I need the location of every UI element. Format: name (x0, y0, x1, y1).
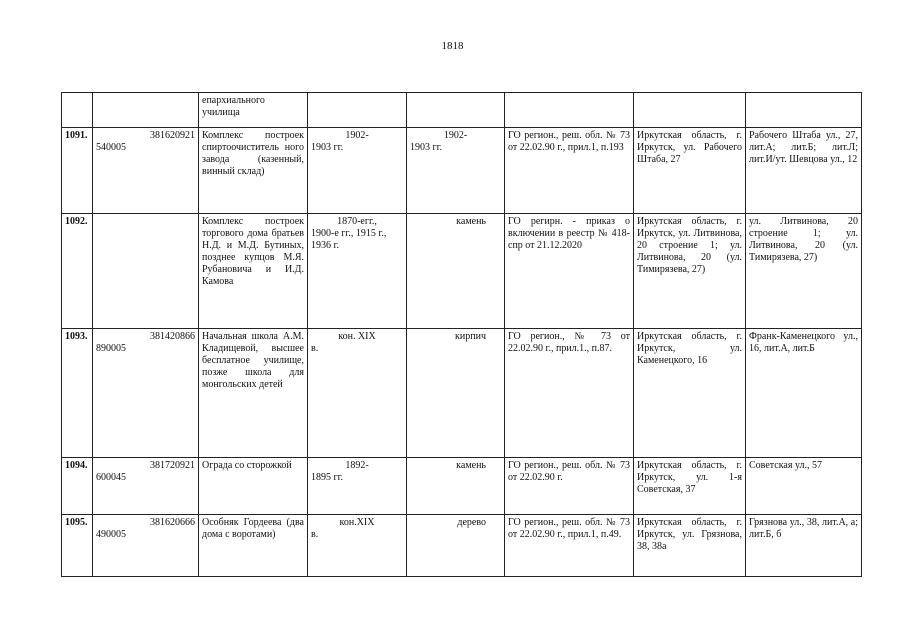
document-cell: ГО регион., реш. обл. № 73 от 22.02.90 г., прил.1, п.193 (505, 128, 634, 214)
page-number: 1818 (441, 40, 464, 52)
registry-code-cell: 381620666 490005 (93, 515, 199, 577)
dating-cell (308, 93, 407, 128)
material-cell: камень (407, 214, 505, 329)
row-number-cell: 1092. (62, 214, 93, 329)
address-cell (746, 93, 862, 128)
object-name-cell: Комплекс построек торгового дома братьев Н.Д. и М.Д. Бутиных, позднее купцов М.Я. Рубановича и И.Д. Камова (199, 214, 308, 329)
table-row (62, 458, 862, 515)
heritage-registry-table (61, 92, 862, 577)
document-cell: ГО регион., реш. обл. № 73 от 22.02.90 г. (505, 458, 634, 515)
registry-code-cell: 381420866 890005 (93, 329, 199, 458)
document-cell: ГО регион., № 73 от 22.02.90 г., прил.1., п.87. (505, 329, 634, 458)
table-row (62, 329, 862, 458)
material-cell (407, 93, 505, 128)
row-number-cell: 1095. (62, 515, 93, 577)
table-row (62, 515, 862, 577)
material-cell: камень (407, 458, 505, 515)
dating-cell: кон.XIX в. (308, 515, 407, 577)
document-cell: ГО регион., реш. обл. № 73 от 22.02.90 г., прил.1, п.49. (505, 515, 634, 577)
document-cell (505, 93, 634, 128)
table-row (62, 93, 862, 128)
address-cell: Франк-Каменецкого ул., 16, лит.А, лит.Б (746, 329, 862, 458)
address-cell: ул. Литвинова, 20 строение 1; ул. Литвинова, 20 (ул. Тимирязева, 27) (746, 214, 862, 329)
document-cell: ГО регирн. - приказ о включении в реестр № 418- спр от 21.12.2020 (505, 214, 634, 329)
location-cell: Иркутская область, г. Иркутск, ул. Грязнова, 38, 38а (634, 515, 746, 577)
dating-cell: 1902- 1903 гг. (308, 128, 407, 214)
object-name-cell: епархиального училища (199, 93, 308, 128)
registry-code-cell (93, 93, 199, 128)
dating-cell: 1892- 1895 гг. (308, 458, 407, 515)
row-number-cell: 1094. (62, 458, 93, 515)
row-number-cell (62, 93, 93, 128)
material-cell: 1902- 1903 гг. (407, 128, 505, 214)
registry-code-cell: 381720921 600045 (93, 458, 199, 515)
dating-cell: 1870-егг., 1900-е гг., 1915 г., 1936 г. (308, 214, 407, 329)
material-cell: кирпич (407, 329, 505, 458)
address-cell: Грязнова ул., 38, лит.А, а; лит.Б, б (746, 515, 862, 577)
location-cell: Иркутская область, г. Иркутск, ул. Рабочего Штаба, 27 (634, 128, 746, 214)
object-name-cell: Начальная школа А.М. Кладищевой, высшее бесплатное училище, позже школа для монгольских детей (199, 329, 308, 458)
address-cell: Рабочего Штаба ул., 27, лит.А; лит.Б; лит.Л; лит.И/ут. Шевцова ул., 12 (746, 128, 862, 214)
location-cell (634, 93, 746, 128)
registry-code-cell (93, 214, 199, 329)
row-number-cell: 1093. (62, 329, 93, 458)
table-row (62, 214, 862, 329)
location-cell: Иркутская область, г. Иркутск, ул. Литвинова, 20 строение 1; ул. Литвинова, 20 (ул. Тимирязева, 27) (634, 214, 746, 329)
registry-code-cell: 381620921 540005 (93, 128, 199, 214)
object-name-cell: Комплекс построек спиртоочиститель ного завода (казенный, винный склад) (199, 128, 308, 214)
material-cell: дерево (407, 515, 505, 577)
location-cell: Иркутская область, г. Иркутск, ул. Каменецкого, 16 (634, 329, 746, 458)
address-cell: Советская ул., 57 (746, 458, 862, 515)
table-row (62, 128, 862, 214)
object-name-cell: Особняк Гордеева (два дома с воротами) (199, 515, 308, 577)
dating-cell: кон. XIX в. (308, 329, 407, 458)
object-name-cell: Ограда со сторожкой (199, 458, 308, 515)
row-number-cell: 1091. (62, 128, 93, 214)
location-cell: Иркутская область, г. Иркутск, ул. 1-я Советская, 37 (634, 458, 746, 515)
